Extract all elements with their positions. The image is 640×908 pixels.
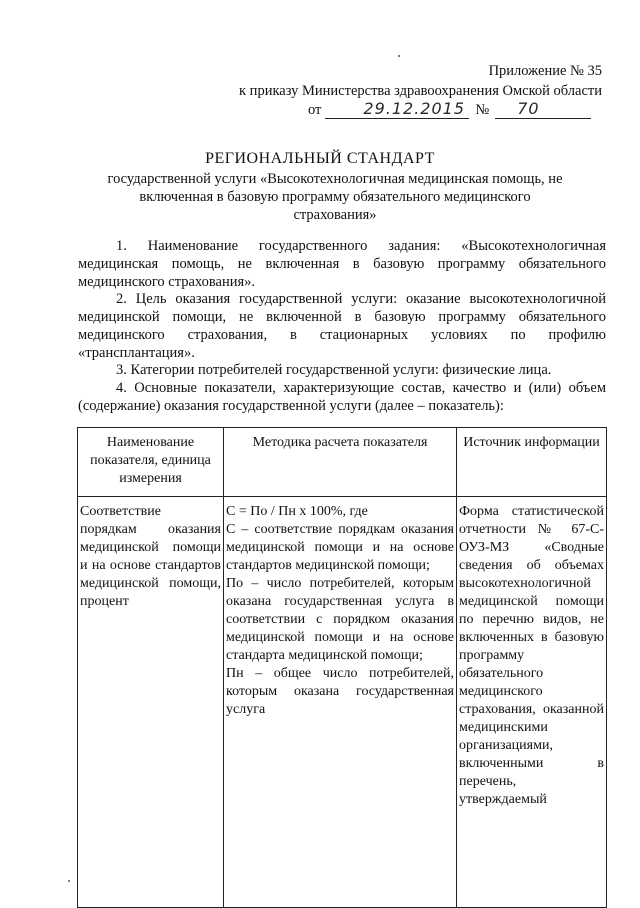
indicators-table (77, 427, 607, 908)
method-pn-definition: Пн – общее число потребителей, которым оказана государственная услуга (226, 666, 454, 717)
table-row (78, 497, 607, 908)
header-indicator-name: Наименование показателя, единица измерения (78, 428, 224, 497)
method-c-definition: С – соответствие порядкам оказания медицинской помощи и на основе стандартов медицинской помощи; (226, 522, 454, 573)
calculation-method-cell (224, 497, 457, 908)
table-header-row (78, 428, 607, 497)
handwritten-date: 29.12.2015 (363, 99, 466, 118)
header-information-source: Источник информации (457, 428, 607, 497)
handwritten-number: 70 (517, 99, 540, 118)
paragraph-4: 4. Основные показатели, характеризующие состав, качество и (или) объем (содержание) оказания государственной услуги (далее – показатель): (78, 380, 606, 414)
appendix-number: Приложение № 35 (488, 63, 602, 79)
information-source-cell: Форма статистической отчетности № 67-С-ОУЗ-МЗ «Сводные сведения об объемах высокотехнологичной медицинской помощи по перечню видов, не включенных в базовую программу обязательного медицинского страхования, оказанной медицинскими организациями, включенными в перечень, утверждаемый (457, 497, 607, 908)
paragraph-2: 2. Цель оказания государственной услуги: оказание высокотехнологичной медицинской помощи, не включенной в базовую программу обязательного медицинского страхования, в стационарных условиях по профилю «трансплантация». (78, 291, 606, 361)
document-title: РЕГИОНАЛЬНЫЙ СТАНДАРТ (205, 150, 435, 167)
document-subtitle: государственной услуги «Высокотехнологичная медицинская помощь, не включенная в базовую программу обязательного медицинского страхования» (107, 171, 563, 223)
number-label: № (475, 102, 490, 118)
paragraph-1: 1. Наименование государственного задания: «Высокотехнологичная медицинская помощь, не включенная в базовую программу обязательного медицинского страхования». (78, 238, 606, 290)
order-reference: к приказу Министерства здравоохранения Омской области (239, 83, 602, 99)
from-label: от (308, 102, 322, 118)
header-calculation-method: Методика расчета показателя (224, 428, 457, 497)
date-field (325, 99, 469, 119)
number-field (495, 99, 591, 119)
paragraph-3: 3. Категории потребителей государственной услуги: физические лица. (116, 362, 552, 378)
scan-speck (398, 55, 400, 57)
method-po-definition: По – число потребителей, которым оказана государственная услуга в соответствии с порядком оказания медицинской помощи и на основе стандарта медицинской помощи; (226, 576, 454, 663)
order-date-number-line (308, 101, 591, 119)
indicator-name-cell: Соответствие порядкам оказания медицинской помощи и на основе стандартов медицинской помощи, процент (78, 497, 224, 908)
formula: С = По / Пн х 100%, где (226, 504, 368, 519)
scan-speck (68, 880, 70, 882)
